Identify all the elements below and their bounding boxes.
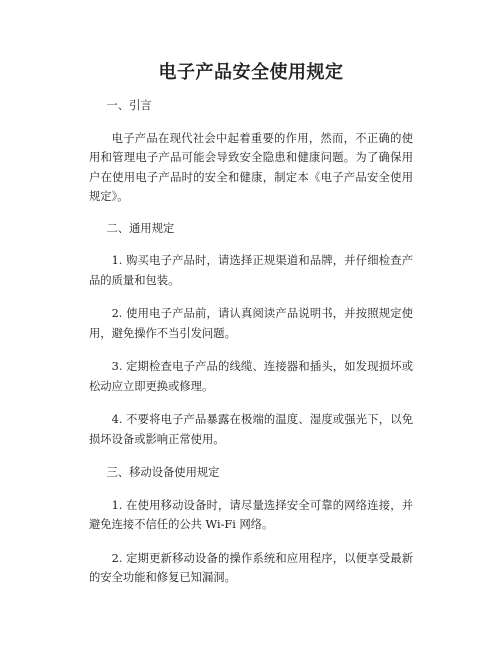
mobile-rule-1: 1. 在使用移动设备时，请尽量选择安全可靠的网络连接，并避免连接不信任的公共 Wi-Fi 网络。 [89, 498, 413, 531]
intro-paragraph: 电子产品在现代社会中起着重要的作用，然而，不正确的使用和管理电子产品可能会导致安全隐患和健康问题。为了确保用户在使用电子产品时的安全和健康，制定本《电子产品安全使用规定》。 [89, 131, 413, 203]
general-rule-1: 1. 购买电子产品时，请选择正规渠道和品牌，并仔细检查产品的质量和包装。 [89, 254, 413, 287]
section-heading-mobile: 三、移动设备使用规定 [106, 466, 220, 479]
document-body [89, 96, 413, 602]
general-rule-4: 4. 不要将电子产品暴露在极端的温度、湿度或强光下，以免损坏设备或影响正常使用。 [89, 413, 413, 446]
page-title: 电子产品安全使用规定 [158, 62, 344, 83]
general-rule-3: 3. 定期检查电子产品的线缆、连接器和插头，如发现损坏或松动应立即更换或修理。 [89, 360, 413, 393]
general-rule-2: 2. 使用电子产品前，请认真阅读产品说明书，并按照规定使用，避免操作不当引发问题。 [89, 307, 413, 340]
mobile-rule-2: 2. 定期更新移动设备的操作系统和应用程序，以便享受最新的安全功能和修复已知漏洞。 [89, 551, 413, 584]
section-heading-general: 二、通用规定 [106, 221, 175, 235]
section-heading-intro: 一、引言 [106, 99, 152, 112]
